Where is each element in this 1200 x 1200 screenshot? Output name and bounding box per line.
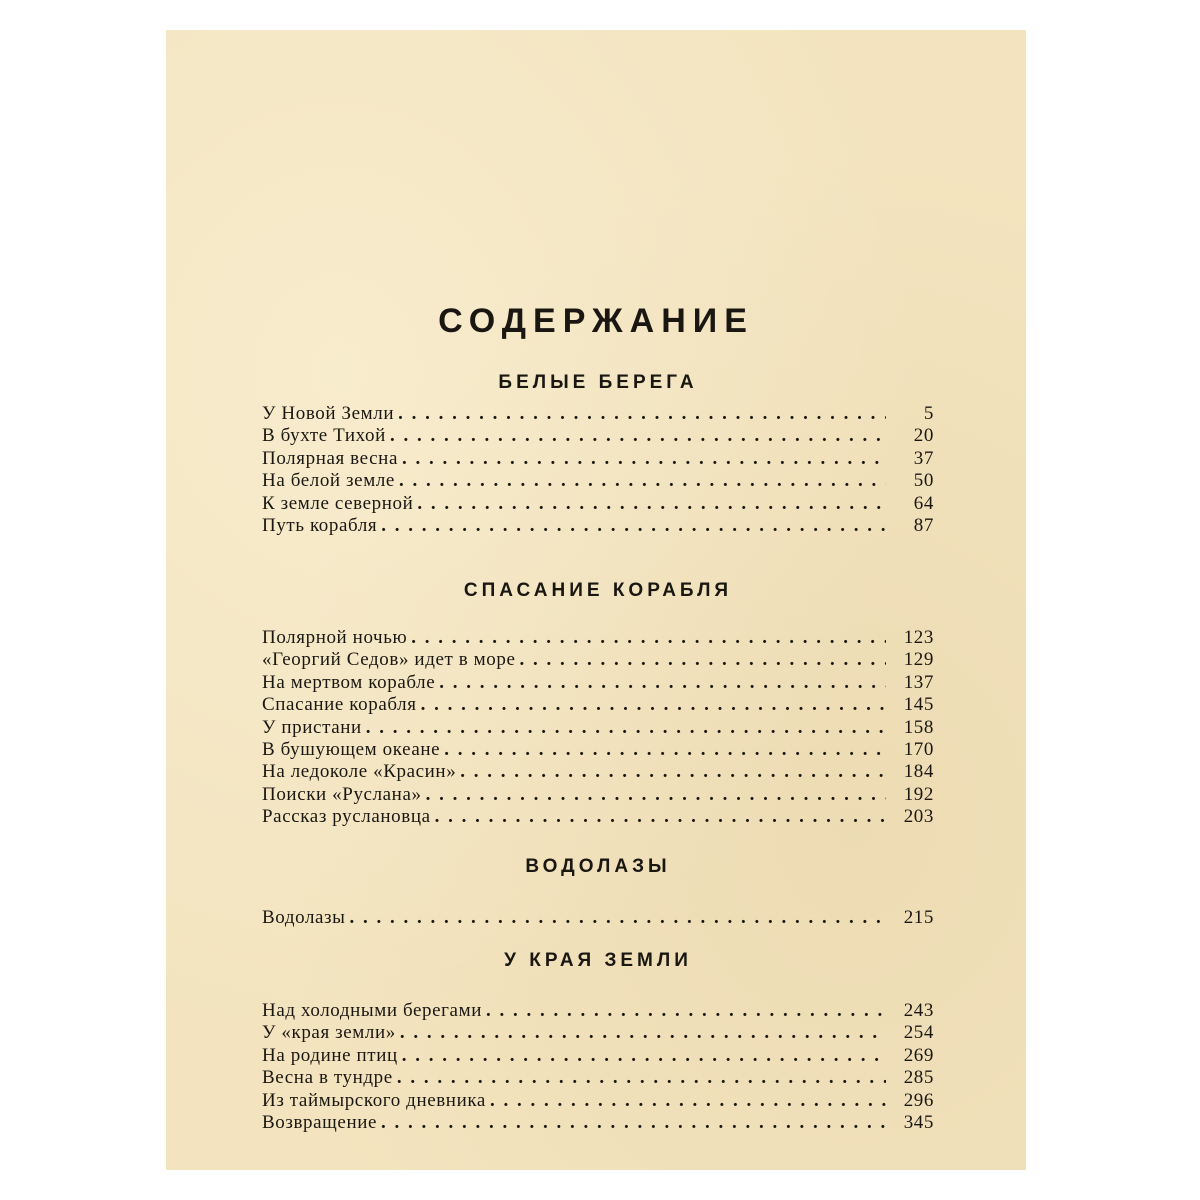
toc-entry[interactable]: [262, 448, 934, 470]
entry-title: Водолазы: [262, 907, 346, 928]
toc-section-white-shores: [262, 368, 934, 537]
entry-page-number: 215: [903, 907, 934, 928]
dot-leader: [426, 784, 886, 806]
dot-leader: [417, 493, 886, 515]
toc-entry[interactable]: [262, 515, 934, 537]
entry-page-number: 37: [913, 447, 934, 469]
page-title: СОДЕРЖАНИЕ: [438, 302, 754, 340]
entry-page-number: 129: [903, 649, 934, 671]
dot-leader: [460, 761, 886, 783]
entry-page-number: 87: [913, 514, 934, 536]
dot-leader: [411, 627, 886, 649]
entry-title: Путь корабля: [262, 514, 378, 536]
dot-leader: [366, 717, 886, 739]
dot-leader: [490, 1090, 886, 1112]
entry-page-number: 192: [903, 783, 934, 805]
dot-leader: [520, 649, 886, 671]
toc-list: [262, 627, 934, 829]
entry-page-number: 170: [903, 738, 934, 760]
toc-entry[interactable]: [262, 694, 934, 716]
entry-page-number: 123: [903, 627, 934, 648]
entry-title: В бухте Тихой: [262, 425, 386, 447]
dot-leader: [486, 1000, 886, 1022]
toc-entry[interactable]: [262, 672, 934, 694]
toc-entry[interactable]: [262, 1067, 934, 1089]
toc-entry[interactable]: [262, 761, 934, 783]
entry-title: К земле северной: [262, 492, 414, 514]
dot-leader: [381, 515, 886, 537]
toc-entry[interactable]: [262, 403, 934, 425]
dot-leader: [350, 907, 886, 929]
entry-title: Возвращение: [262, 1111, 378, 1133]
dot-leader: [398, 403, 886, 425]
toc-entry[interactable]: [262, 627, 934, 649]
entry-title: Весна в тундре: [262, 1067, 393, 1089]
section-heading: СПАСАНИЕ КОРАБЛЯ: [463, 580, 733, 601]
dot-leader: [444, 739, 886, 761]
toc-section-ship-rescue: [262, 576, 934, 829]
entry-title: «Георгий Седов» идет в море: [262, 649, 516, 671]
entry-page-number: 345: [903, 1111, 934, 1133]
toc-entry[interactable]: [262, 493, 934, 515]
section-heading: БЕЛЫЕ БЕРЕГА: [498, 372, 698, 393]
toc-entry[interactable]: [262, 425, 934, 447]
entry-title: На ледоколе «Красин»: [262, 761, 457, 783]
toc-entry[interactable]: [262, 739, 934, 761]
entry-page-number: 145: [903, 694, 934, 716]
entry-title: Из таймырского дневника: [262, 1089, 486, 1111]
entry-page-number: 203: [903, 806, 934, 828]
entry-page-number: 5: [923, 403, 934, 424]
toc-entry[interactable]: [262, 1090, 934, 1112]
toc-entry[interactable]: [262, 806, 934, 828]
entry-title: У Новой Земли: [262, 403, 395, 424]
toc-entry[interactable]: [262, 1112, 934, 1134]
dot-leader: [439, 672, 886, 694]
dot-leader: [400, 1022, 886, 1044]
entry-title: У «края земли»: [262, 1022, 396, 1044]
toc-entry[interactable]: [262, 907, 934, 929]
toc-entry[interactable]: [262, 1022, 934, 1044]
entry-page-number: 285: [903, 1067, 934, 1089]
dot-leader: [421, 694, 886, 716]
entry-page-number: 184: [903, 761, 934, 783]
entry-page-number: 243: [903, 1000, 934, 1021]
entry-page-number: 269: [903, 1044, 934, 1066]
entry-page-number: 64: [913, 492, 934, 514]
dot-leader: [402, 448, 886, 470]
entry-title: Спасание корабля: [262, 694, 417, 716]
toc-entry[interactable]: [262, 649, 934, 671]
dot-leader: [435, 806, 886, 828]
toc-list: [262, 907, 934, 929]
entry-title: На мертвом корабле: [262, 671, 436, 693]
entry-title: На белой земле: [262, 470, 395, 492]
entry-page-number: 158: [903, 716, 934, 738]
entry-title: Поиски «Руслана»: [262, 783, 422, 805]
entry-title: Полярной ночью: [262, 627, 408, 648]
dot-leader: [397, 1067, 886, 1089]
entry-title: Полярная весна: [262, 447, 398, 469]
entry-page-number: 20: [913, 425, 934, 447]
dot-leader: [390, 425, 886, 447]
toc-entry[interactable]: [262, 470, 934, 492]
toc-list: [262, 403, 934, 537]
book-page: [166, 30, 1026, 1170]
entry-title: В бушующем океане: [262, 738, 441, 760]
entry-page-number: 137: [903, 671, 934, 693]
section-heading: У КРАЯ ЗЕМЛИ: [504, 950, 692, 971]
entry-title: Над холодными берегами: [262, 1000, 482, 1021]
entry-page-number: 50: [913, 470, 934, 492]
toc-list: [262, 1000, 934, 1134]
section-heading: ВОДОЛАЗЫ: [525, 856, 671, 877]
toc-entry[interactable]: [262, 717, 934, 739]
entry-title: Рассказ руслановца: [262, 806, 431, 828]
dot-leader: [381, 1112, 886, 1134]
dot-leader: [402, 1045, 886, 1067]
entry-title: У пристани: [262, 716, 362, 738]
dot-leader: [399, 470, 886, 492]
entry-page-number: 296: [903, 1089, 934, 1111]
entry-page-number: 254: [903, 1022, 934, 1044]
toc-entry[interactable]: [262, 1000, 934, 1022]
toc-section-divers: [262, 852, 934, 929]
entry-title: На родине птиц: [262, 1044, 398, 1066]
toc-section-edge-of-earth: [262, 946, 934, 1134]
toc-entry[interactable]: [262, 1045, 934, 1067]
toc-entry[interactable]: [262, 784, 934, 806]
